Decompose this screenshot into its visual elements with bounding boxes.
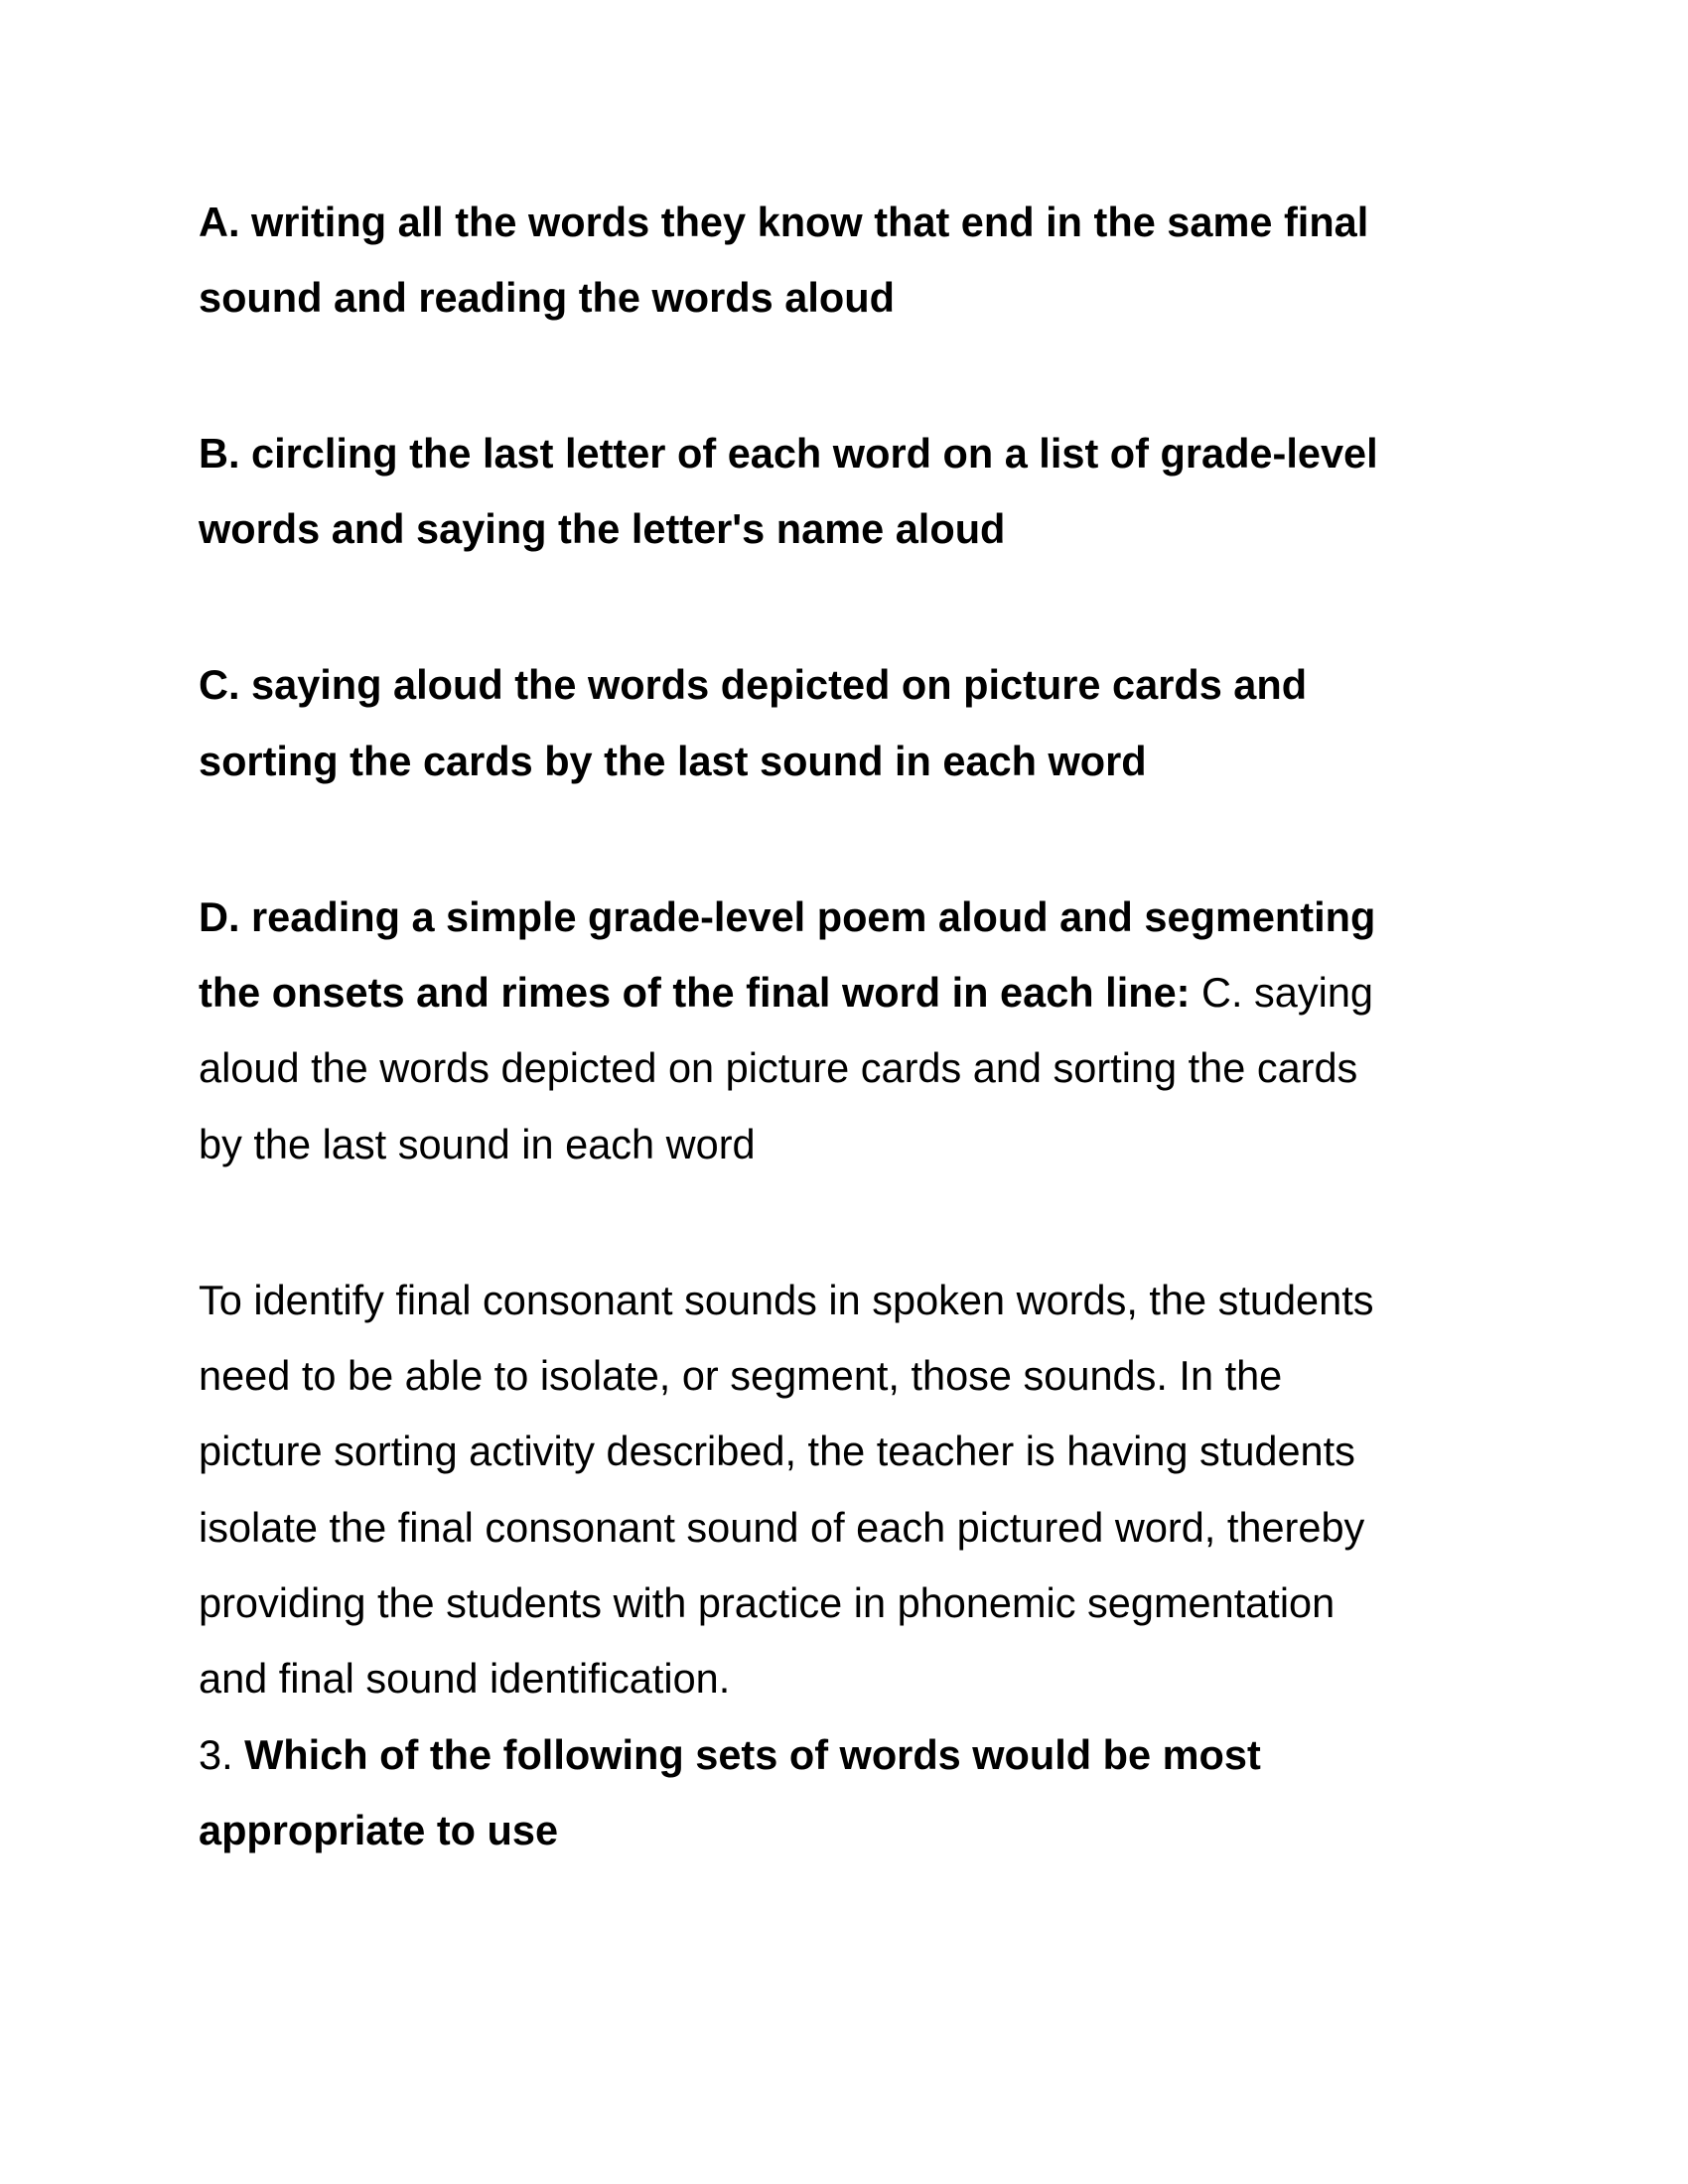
question-3-line-1 (199, 1731, 1261, 1779)
option-c-line-1: C. saying aloud the words depicted on picture cards and (199, 661, 1308, 708)
explanation-line-3: picture sorting activity described, the teacher is having students (199, 1428, 1355, 1474)
question-number: 3. (199, 1731, 245, 1778)
question-3-text: Which of the following sets of words would be most (244, 1731, 1261, 1778)
answer-text: C. saying (1190, 969, 1374, 1016)
option-b-line-2: words and saying the letter's name aloud (199, 505, 1006, 552)
explanation-line-4: isolate the final consonant sound of each pictured word, thereby (199, 1504, 1365, 1551)
option-d-line-2-text: the onsets and rimes of the final word in each line: (199, 969, 1191, 1016)
option-c-line-2: sorting the cards by the last sound in each word (199, 738, 1147, 784)
option-a-line-2: sound and reading the words aloud (199, 274, 895, 321)
option-d-line-1: D. reading a simple grade-level poem aloud and segmenting (199, 893, 1376, 940)
explanation-line-5: providing the students with practice in phonemic segmentation (199, 1579, 1336, 1626)
question-3-line-2: appropriate to use (199, 1807, 559, 1853)
option-d-line-2 (199, 969, 1373, 1017)
option-b-line-1: B. circling the last letter of each word on a list of grade-level (199, 430, 1378, 477)
answer-line-3: by the last sound in each word (199, 1121, 756, 1167)
explanation-line-2: need to be able to isolate, or segment, those sounds. In the (199, 1352, 1283, 1399)
explanation-line-1: To identify final consonant sounds in spoken words, the students (199, 1277, 1374, 1323)
answer-line-2: aloud the words depicted on picture cards and sorting the cards (199, 1044, 1358, 1091)
option-a-line-1: A. writing all the words they know that end in the same final (199, 199, 1369, 245)
explanation-line-6: and final sound identification. (199, 1655, 731, 1702)
